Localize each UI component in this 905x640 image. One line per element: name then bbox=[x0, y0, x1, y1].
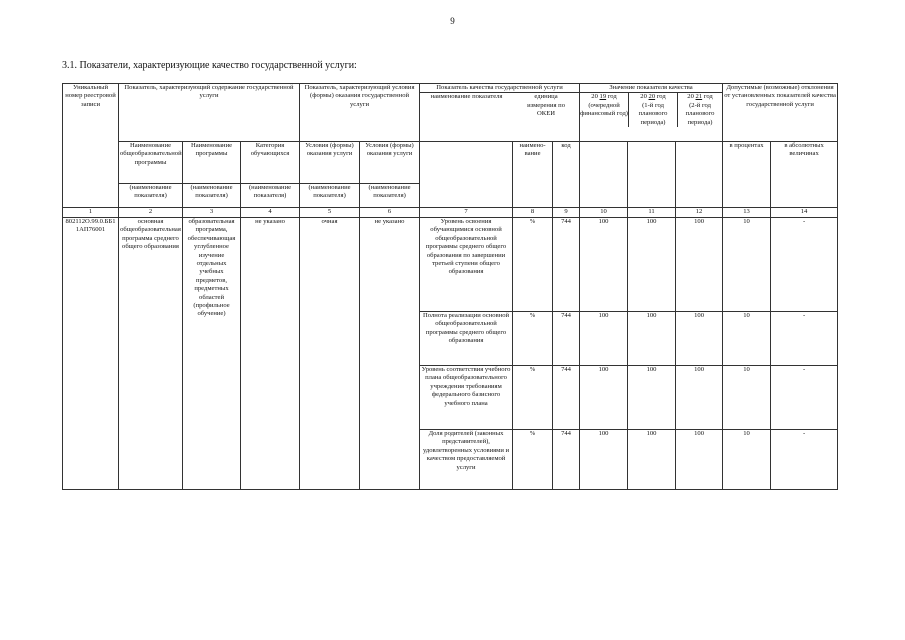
column-number: 5 bbox=[300, 208, 360, 218]
header-value-group bbox=[580, 84, 723, 142]
header-conditions-group: Показатель, характеризующий условия (формы) оказания государственной услуги bbox=[300, 84, 420, 142]
year2-prefix: 20 bbox=[640, 93, 647, 101]
year1-spacer bbox=[580, 142, 628, 208]
indicator-unit: % bbox=[513, 366, 553, 430]
indicator-year1: 100 bbox=[580, 312, 628, 366]
header-value-group-title: Значение показателя качества bbox=[580, 84, 722, 93]
record-category: не указано bbox=[241, 218, 300, 490]
column-number: 4 bbox=[241, 208, 300, 218]
record-unique-number: 802112О.99.0.ББ11АП76001 bbox=[63, 218, 119, 490]
column-number: 9 bbox=[553, 208, 580, 218]
year2-note: (1-й год планового периода) bbox=[638, 101, 668, 126]
column-number: 12 bbox=[676, 208, 723, 218]
indicator-year2: 100 bbox=[628, 312, 676, 366]
header-unique-number: Уникальный номер реестровой записи bbox=[63, 84, 119, 208]
indicator-year3: 100 bbox=[676, 366, 723, 430]
indicator-code: 744 bbox=[553, 218, 580, 312]
record-program-name: образовательная программа, обеспечивающая углубленное изучение отдельных учебных предметов, предметных областей (профильное обучение) bbox=[183, 218, 241, 490]
header-deviation-group: Допустимые (возможные) отклонения от установленных показателей качества государственной услуги bbox=[723, 84, 838, 142]
column-number: 7 bbox=[420, 208, 513, 218]
year1-suffix: 19 bbox=[599, 93, 607, 101]
record-conditions: не указано bbox=[360, 218, 420, 490]
header-quality-group bbox=[420, 84, 580, 142]
column-number: 8 bbox=[513, 208, 553, 218]
header-deviation-absolute: в абсолютных величинах bbox=[771, 142, 838, 208]
indicator-year3: 100 bbox=[676, 218, 723, 312]
indicator-name: Доля родителей (законных представителей), удовлетворенных условиями и качеством предоставляемой услуги bbox=[420, 430, 513, 490]
indicator-unit: % bbox=[513, 312, 553, 366]
header-year3 bbox=[677, 93, 722, 127]
indicator-percent: 10 bbox=[723, 430, 771, 490]
year1-note: (очередной финансовый год) bbox=[580, 101, 628, 118]
sub-conditions: Условия (формы) оказания услуги bbox=[360, 142, 420, 184]
header-unit-name: наимено-вание bbox=[513, 142, 553, 208]
param-label-3: (наименование показателя) bbox=[183, 184, 241, 208]
indicator-absolute: - bbox=[771, 218, 838, 312]
sub-program-name: Наименование программы bbox=[183, 142, 241, 184]
indicator-absolute: - bbox=[771, 312, 838, 366]
page-number: 9 bbox=[450, 16, 455, 26]
column-number: 1 bbox=[63, 208, 119, 218]
header-year1 bbox=[580, 93, 628, 127]
indicator-name: Уровень освоения обучающимися основной общеобразовательной программы среднего общего образования по завершении третьей ступени общего образования bbox=[420, 218, 513, 312]
indicator-year2: 100 bbox=[628, 218, 676, 312]
year3-note: (2-й год планового периода) bbox=[685, 101, 715, 126]
record-form: очная bbox=[300, 218, 360, 490]
header-deviation-percent: в процентах bbox=[723, 142, 771, 208]
year3-spacer bbox=[676, 142, 723, 208]
indicator-absolute: - bbox=[771, 430, 838, 490]
indicator-year3: 100 bbox=[676, 430, 723, 490]
sub-form: Условия (формы) оказания услуги bbox=[300, 142, 360, 184]
column-number: 10 bbox=[580, 208, 628, 218]
indicator-year2: 100 bbox=[628, 430, 676, 490]
column-number: 3 bbox=[183, 208, 241, 218]
indicator-code: 744 bbox=[553, 430, 580, 490]
year3-word: год bbox=[703, 93, 713, 101]
indicator-year1: 100 bbox=[580, 218, 628, 312]
indicator-year3: 100 bbox=[676, 312, 723, 366]
year1-word: год bbox=[607, 93, 617, 101]
indicator-percent: 10 bbox=[723, 218, 771, 312]
column-number: 11 bbox=[628, 208, 676, 218]
indicator-name: Уровень соответствия учебного плана общеобразовательного учреждения требованиям федерального базисного учебного плана bbox=[420, 366, 513, 430]
indicator-code: 744 bbox=[553, 312, 580, 366]
year3-prefix: 20 bbox=[687, 93, 694, 101]
year2-word: год bbox=[656, 93, 666, 101]
indicator-unit: % bbox=[513, 430, 553, 490]
param-label-2: (наименование показателя) bbox=[119, 184, 183, 208]
header-year2 bbox=[628, 93, 677, 127]
quality-name-spacer bbox=[420, 142, 513, 208]
header-quality-group-title: Показатель качества государственной услуги bbox=[420, 84, 579, 93]
table-row bbox=[63, 218, 838, 312]
record-program: основная общеобразовательная программа среднего общего образования bbox=[119, 218, 183, 490]
column-number: 6 bbox=[360, 208, 420, 218]
column-numbers-row bbox=[63, 208, 838, 218]
sub-category: Категория обучающихся bbox=[241, 142, 300, 184]
indicator-absolute: - bbox=[771, 366, 838, 430]
year3-suffix: 21 bbox=[695, 93, 703, 101]
sub-program: Наименование общеобразовательной программы bbox=[119, 142, 183, 184]
indicator-percent: 10 bbox=[723, 366, 771, 430]
indicator-year1: 100 bbox=[580, 366, 628, 430]
quality-indicators-table bbox=[62, 83, 838, 490]
year2-spacer bbox=[628, 142, 676, 208]
column-number: 13 bbox=[723, 208, 771, 218]
header-content-group: Показатель, характеризующий содержание государственной услуги bbox=[119, 84, 300, 142]
year1-prefix: 20 bbox=[591, 93, 598, 101]
year2-suffix: 20 bbox=[648, 93, 656, 101]
indicator-year2: 100 bbox=[628, 366, 676, 430]
param-label-4: (наименование показателя) bbox=[241, 184, 300, 208]
column-number: 2 bbox=[119, 208, 183, 218]
param-label-6: (наименование показателя) bbox=[360, 184, 420, 208]
header-unit-group: единица измерения по ОКЕИ bbox=[527, 93, 565, 118]
indicator-name: Полнота реализации основной общеобразовательной программы среднего общего образования bbox=[420, 312, 513, 366]
column-number: 14 bbox=[771, 208, 838, 218]
indicator-year1: 100 bbox=[580, 430, 628, 490]
indicator-unit: % bbox=[513, 218, 553, 312]
section-title: 3.1. Показатели, характеризующие качество государственной услуги: bbox=[62, 60, 357, 71]
param-label-5: (наименование показателя) bbox=[300, 184, 360, 208]
header-quality-name: наименование показателя bbox=[430, 93, 503, 101]
header-unit-code: код bbox=[553, 142, 580, 208]
indicator-code: 744 bbox=[553, 366, 580, 430]
indicator-percent: 10 bbox=[723, 312, 771, 366]
